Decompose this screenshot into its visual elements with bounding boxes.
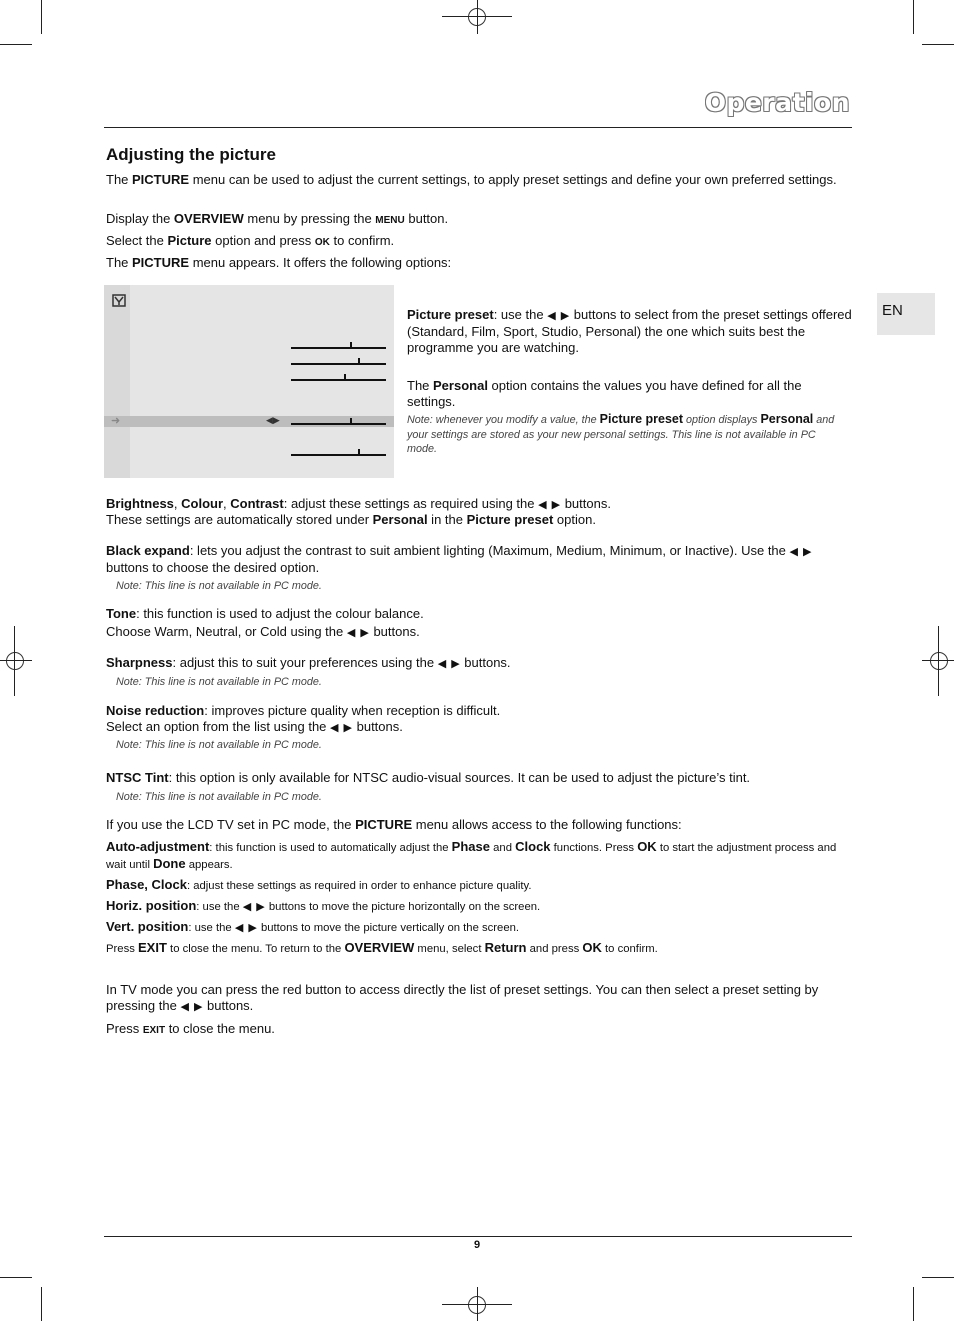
picture-menu-illustration	[104, 285, 394, 478]
crop-mark	[922, 1277, 954, 1278]
page-header-title: Operation	[704, 88, 850, 117]
left-right-arrows-icon: ◀ ▶	[330, 722, 353, 734]
picture-preset-description: Picture preset: use the ◀ ▶ buttons to select from the preset settings offered (Standard, Film, Sport, Studio, Personal) the one which suits best the programme you are watching.	[407, 307, 852, 355]
slider-tick	[350, 418, 352, 424]
pc-mode-intro: If you use the LCD TV set in PC mode, the PICTURE menu allows access to the following functions:	[106, 817, 682, 832]
sharpness-description: Sharpness: adjust this to suit your preferences using the ◀ ▶ buttons.	[106, 655, 511, 670]
menu-slider	[291, 347, 386, 349]
menu-row-pointer-icon: ➜	[111, 415, 121, 427]
crop-mark	[0, 44, 32, 45]
left-right-arrows-icon: ◀ ▶	[437, 658, 461, 670]
section-title: Adjusting the picture	[106, 145, 276, 164]
left-right-arrows-icon: ◀ ▶	[538, 499, 562, 511]
page-number: 9	[473, 1239, 481, 1251]
intro-paragraph-3: Select the Picture option and press OK to confirm.	[106, 233, 395, 248]
menu-slider	[291, 363, 386, 365]
slider-tick	[344, 374, 346, 380]
slider-tick	[358, 449, 360, 455]
personal-option-description: The Personal option contains the values you have defined for all the settings.	[407, 378, 802, 409]
language-tab: EN	[877, 293, 935, 335]
left-right-arrows-icon: ◀ ▶	[242, 901, 266, 913]
tone-description: Tone: this function is used to adjust the colour balance.	[106, 606, 424, 621]
auto-adjustment-description: Auto-adjustment: this function is used to automatically adjust the Phase and Clock functions. Press OK to start the adjustment process and wait until Done appears.	[106, 839, 837, 871]
noise-reduction-choice: Select an option from the list using the ◀ ▶ buttons.	[106, 719, 403, 734]
brightness-colour-contrast-storage: These settings are automatically stored under Personal in the Picture preset option.	[106, 512, 596, 527]
ntsc-tint-description: NTSC Tint: this option is only available for NTSC audio-visual sources. It can be used to adjust the picture’s tint.	[106, 770, 751, 785]
intro-paragraph-4: The PICTURE menu appears. It offers the following options:	[106, 255, 452, 270]
left-right-arrows-icon: ◀ ▶	[234, 922, 258, 934]
intro-paragraph-1: The PICTURE menu can be used to adjust the current settings, to apply preset settings and define your own preferred settings.	[106, 172, 837, 187]
tone-choice: Choose Warm, Neutral, or Cold using the ◀ ▶ buttons.	[106, 624, 420, 639]
sharpness-note: Note: This line is not available in PC mode.	[116, 676, 322, 688]
registration-mark	[930, 652, 948, 670]
registration-line	[0, 660, 32, 661]
ntsc-tint-note: Note: This line is not available in PC mode.	[116, 791, 322, 803]
left-right-arrows-icon: ◀▶	[266, 415, 280, 425]
left-right-arrows-icon: ◀ ▶	[180, 1001, 204, 1013]
left-right-arrows-icon: ◀ ▶	[789, 546, 813, 558]
footer-rule	[104, 1236, 852, 1237]
menu-icon-strip	[104, 285, 130, 478]
registration-line	[938, 626, 939, 696]
picture-menu-icon	[112, 294, 126, 307]
crop-mark	[0, 1277, 32, 1278]
phase-clock-description: Phase, Clock: adjust these settings as required in order to enhance picture quality.	[106, 877, 532, 892]
registration-mark	[6, 652, 24, 670]
left-right-arrows-icon: ◀ ▶	[547, 310, 571, 322]
tv-mode-paragraph: In TV mode you can press the red button to access directly the list of preset settings. You can then select a preset setting by pressing the ◀ ▶ buttons.	[106, 982, 819, 1013]
slider-tick	[358, 358, 360, 364]
tv-mode-exit: Press EXIT to close the menu.	[106, 1021, 275, 1036]
black-expand-description: Black expand: lets you adjust the contrast to suit ambient lighting (Maximum, Medium, Minimum, or Inactive). Use the ◀ ▶ buttons to choose the desired option.	[106, 543, 813, 575]
crop-mark	[913, 0, 914, 34]
crop-mark	[913, 1287, 914, 1321]
intro-paragraph-2: Display the OVERVIEW menu by pressing the MENU button.	[106, 211, 449, 226]
menu-slider	[291, 454, 386, 456]
noise-reduction-description: Noise reduction: improves picture quality when reception is difficult.	[106, 703, 501, 718]
brightness-colour-contrast: Brightness, Colour, Contrast: adjust these settings as required using the ◀ ▶ buttons.	[106, 496, 611, 511]
registration-line	[477, 0, 478, 34]
menu-slider	[291, 423, 386, 425]
crop-mark	[41, 0, 42, 34]
black-expand-note: Note: This line is not available in PC mode.	[116, 580, 322, 592]
crop-mark	[41, 1287, 42, 1321]
picture-preset-note: Note: whenever you modify a value, the Picture preset option displays Personal and your settings are stored as your new personal settings. This line is not available in PC mode.	[407, 412, 835, 455]
registration-line	[14, 626, 15, 696]
exit-instructions: Press EXIT to close the menu. To return to the OVERVIEW menu, select Return and press OK to confirm.	[106, 940, 658, 955]
slider-tick	[350, 342, 352, 348]
vert-position-description: Vert. position: use the ◀ ▶ buttons to move the picture vertically on the screen.	[106, 919, 520, 934]
noise-reduction-note: Note: This line is not available in PC mode.	[116, 739, 322, 751]
crop-mark	[922, 44, 954, 45]
horiz-position-description: Horiz. position: use the ◀ ▶ buttons to move the picture horizontally on the screen.	[106, 898, 541, 913]
left-right-arrows-icon: ◀ ▶	[346, 627, 370, 639]
header-rule	[104, 127, 852, 128]
registration-line	[477, 1287, 478, 1321]
menu-slider	[291, 379, 386, 381]
